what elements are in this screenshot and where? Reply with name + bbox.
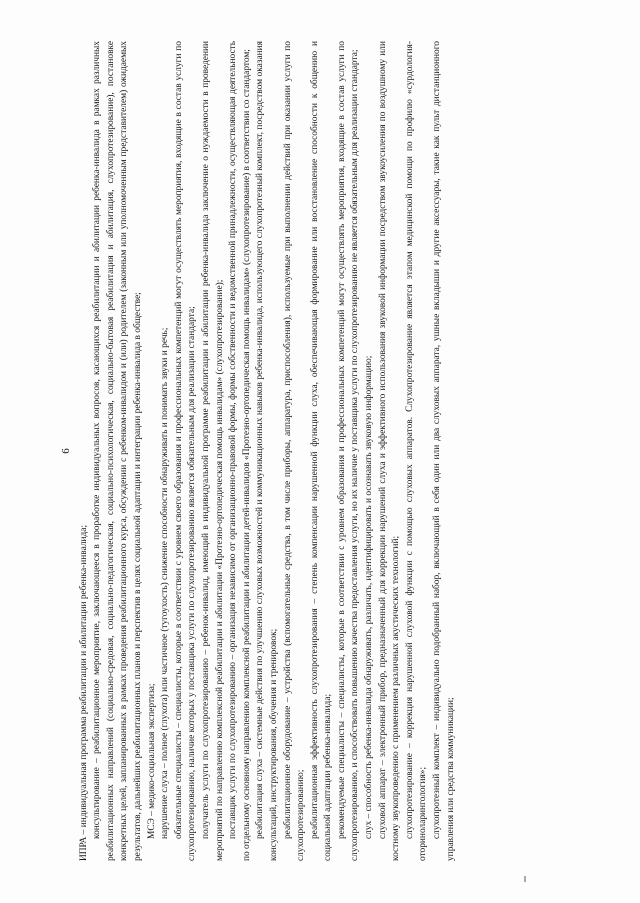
paragraph: реабилитационное оборудование – устройства (вспомогательные средства, в том числе приборы, аппаратура, приспособления), используемые при выполнении действий при оказании услуги по слухопротезированию; (282, 41, 307, 861)
paragraph: поставщик услуги по слухопротезированию – организация независимо от организационно-правовой формы, формы собственности и ведомственной принадлежности, осуществляющая деятельность по отдельному основному направлению комплексной реабилитации и абилитации детей-инвалидов «Протезно-ортопедическая помощь инвалидам» (слухопротезирование) в соответствии со стандартом; (228, 41, 252, 861)
page-number: 6 (60, 448, 72, 454)
paragraph: получатель услуги по слухопротезированию – ребенок-инвалид, имеющий в индивидуальной программе реабилитации и абилитации ребенка-инвалида заключение о нуждаемости в проведении мероприятий по направлению комплексной реабилитации и абилитации «Протезно-ортопедическая помощь инвалидам» (слухопротезирование); (200, 41, 225, 861)
paragraph: обязательные специалисты – специалисты, которые в соответствии с уровнем своего образования и профессиональных компетенций могут осуществлять мероприятия, входящие в состав услуги по слухопротезированию, наличие которых у поставщика услуги по слухопротезированию является обязательным для реализации стандарта; (173, 41, 198, 861)
paragraph: слухопротезирование – коррекция нарушенной слуховой функции с помощью слуховых аппаратов. Слухопротезирование является этапом медицинской помощи по профилю «сурдология-оториноларингология»; (404, 41, 429, 861)
paragraph: нарушение слуха – полное (глухота) или частичное (тугоухость) снижение способности обнаруживать и понимать звуки и речь; (160, 327, 171, 839)
paragraph: МСЭ – медико-социальная экспертиза; (146, 683, 157, 839)
paragraph: рекомендуемые специалисты – специалисты, которые в соответствии с уровнем образования и профессиональных компетенций могут осуществлять мероприятия, входящие в состав услуги по слухопротезированию, и способствовать повышению качества предоставления услуги, но их наличие у поставщика услуги по слухопротезированию не является обязательным для реализации стандарта; (336, 41, 361, 861)
rotated-text-block (60, 41, 580, 861)
paragraph: слуховой аппарат – электронный прибор, предназначенный для коррекции нарушений слуха и эффективного использования звуковой информации посредством звукоусиления по воздушному или костному звукопроведению с применением различных акустических технологий; (377, 41, 402, 861)
paragraph: ИПРА – индивидуальная программа реабилитации и абилитации ребенка-инвалида; (78, 524, 89, 861)
paragraph: консультирование – реабилитационное мероприятие, заключающееся в проработке индивидуальных вопросов, касающихся реабилитации и абилитации ребенка-инвалида в рамках различных реабилитационных направлений (социально-средовая, социально-педагогическая, социально-психологическая, социально-бытовая реабилитация и абилитация, слухопротезирование), постановке конкретных целей, запланированных в рамках проведения реабилитационного курса, обсуждении с ребенком-инвалидом и (или) родителем (законным или уполномоченным представителем) ожидаемых результатов, дальнейших реабилитационных планов и перспектив в целях социальной адаптации и интеграции ребенка-инвалида в обществе; (92, 41, 143, 861)
paragraph: слух – способность ребенка-инвалида обнаруживать, различать, идентифицировать и осознавать звуковую информацию; (364, 355, 375, 839)
paragraph: реабилитационная эффективность слухопротезирования – степень компенсации нарушенной функции слуха, обеспечивающая формирование или восстановление способности к общению и социальной адаптации ребенка-инвалида; (309, 41, 334, 861)
scan-artifact (524, 876, 526, 882)
paragraph: реабилитация слуха – системные действия по улучшению слуховых возможностей и коммуникационных навыков ребенка-инвалида, использующего слухопротезный комплект, посредством оказания консультаций, инструктирования, обучения и тренировок; (255, 41, 279, 861)
paragraph: слухопротезный комплект – индивидуально подобранный набор, включающий в себя один или два слуховых аппарата, ушные вкладыши и другие аксессуары, такие как пульт дистанционного управления или средства коммуникации; (432, 41, 456, 861)
